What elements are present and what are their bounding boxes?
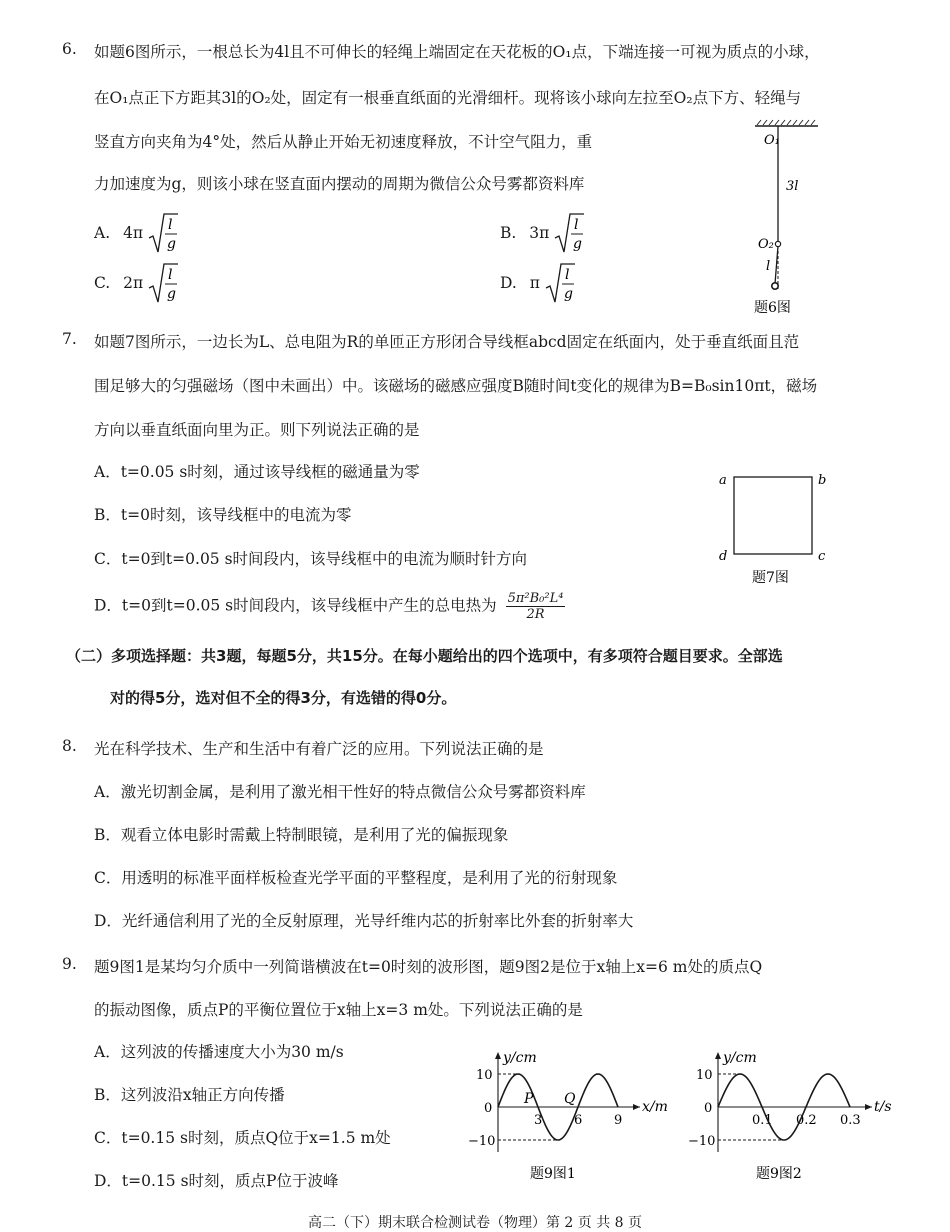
svg-text:题7图: 题7图 — [752, 570, 789, 586]
svg-text:3l: 3l — [786, 179, 799, 194]
chart-caption: 题9图1 — [530, 1166, 576, 1182]
q6-stem-line-1: 如题6图所示，一根总长为4l且不可伸长的轻绳上端固定在天花板的O₁点，下端连接一可视为质点的小球， — [94, 43, 820, 61]
svg-text:O₂: O₂ — [758, 237, 774, 252]
y-tick-label: 10 — [696, 1068, 713, 1083]
q9-figure-1-wave-chart — [458, 1036, 688, 1186]
q9-option-b[interactable]: B．这列波沿x轴正方向传播 — [94, 1086, 285, 1104]
q7-option-a[interactable]: A．t=0.05 s时刻，通过该导线框的磁通量为零 — [94, 463, 420, 481]
sqrt-l-over-g — [545, 262, 575, 306]
point-label-q: Q — [564, 1091, 576, 1107]
svg-text:l: l — [766, 259, 771, 274]
y-axis-arrow — [715, 1052, 721, 1059]
y-tick-label: 0 — [704, 1101, 713, 1116]
q8-option-b[interactable]: B．观看立体电影时需戴上特制眼镜，是利用了光的偏振现象 — [94, 826, 509, 844]
svg-text:l: l — [564, 267, 570, 283]
svg-text:b: b — [818, 473, 827, 488]
chart-caption: 题9图2 — [756, 1166, 802, 1182]
x-tick-label: 9 — [614, 1113, 623, 1128]
svg-text:题6图: 题6图 — [754, 300, 791, 316]
square-loop-abcd — [734, 477, 812, 554]
y-tick-label: −10 — [688, 1134, 716, 1149]
svg-text:g: g — [167, 286, 177, 302]
y-axis-arrow — [495, 1052, 501, 1059]
q7-option-c[interactable]: C．t=0到t=0.05 s时间段内，该导线框中的电流为顺时针方向 — [94, 550, 528, 568]
x-tick-label: 6 — [574, 1113, 583, 1128]
q7-option-d[interactable]: D．t=0到t=0.05 s时间段内，该导线框中产生的总电热为 $\frac{\text{5π²B₀²L⁴}}{2R}$ — [94, 591, 564, 622]
q7-square-loop-figure — [712, 466, 832, 590]
q9-option-a[interactable]: A．这列波的传播速度大小为30 m/s — [94, 1043, 344, 1061]
section-2-heading-line-2: 对的得5分，选对但不全的得3分，有选错的得0分。 — [110, 689, 457, 707]
svg-text:g: g — [167, 236, 177, 252]
x-tick-label: 0.2 — [796, 1113, 817, 1128]
y-tick-label: 0 — [484, 1101, 493, 1116]
q7-option-b[interactable]: B．t=0时刻，该导线框中的电流为零 — [94, 506, 352, 524]
q6-option-c[interactable]: C. 2π l g — [94, 262, 178, 306]
sqrt-l-over-g — [554, 212, 584, 256]
q6-pendulum-figure — [740, 118, 830, 318]
page-footer: 高二（下）期末联合检测试卷（物理）第 2 页 共 8 页 — [307, 1215, 643, 1231]
svg-text:l: l — [168, 217, 173, 233]
x-axis-label: t/s — [874, 1099, 892, 1115]
x-tick-label: 0.3 — [840, 1113, 861, 1128]
q9-option-d[interactable]: D．t=0.15 s时刻，质点P位于波峰 — [94, 1172, 339, 1190]
q7-stem-line-1: 如题7图所示，一边长为L、总电阻为R的单匝正方形闭合导线框abcd固定在纸面内，处于垂直纸面且范 — [94, 333, 800, 351]
svg-text:O₁: O₁ — [764, 133, 780, 148]
svg-text:d: d — [719, 549, 728, 564]
y-tick-label: −10 — [468, 1134, 496, 1149]
rod-o2 — [775, 241, 780, 246]
q8-option-a[interactable]: A．激光切割金属，是利用了激光相干性好的特点微信公众号雾都资料库 — [94, 783, 586, 801]
q6-number: 6. — [62, 40, 77, 58]
x-axis-arrow — [865, 1104, 872, 1110]
point-label-p: P — [524, 1091, 534, 1107]
q6-stem-line-3: 竖直方向夹角为4°处，然后从静止开始无初速度释放，不计空气阻力，重 — [94, 133, 593, 151]
q7-stem-line-3: 方向以垂直纸面向里为正。则下列说法正确的是 — [94, 421, 420, 439]
q7-d-fraction: $\frac{\text{5π²B₀²L⁴}}{2R}$ — [507, 591, 564, 622]
q8-stem: 光在科学技术、生产和生活中有着广泛的应用。下列说法正确的是 — [94, 740, 544, 758]
q7-stem-line-2: 围足够大的匀强磁场（图中未画出）中。该磁场的磁感应强度B随时间t变化的规律为B=B₀sin10πt，磁场 — [94, 377, 818, 395]
q8-option-d[interactable]: D．光纤通信利用了光的全反射原理，光导纤维内芯的折射率比外套的折射率大 — [94, 912, 634, 930]
q9-option-c[interactable]: C．t=0.15 s时刻，质点Q位于x=1.5 m处 — [94, 1129, 391, 1147]
svg-text:l: l — [168, 267, 173, 283]
ball — [772, 283, 778, 289]
q8-option-c[interactable]: C．用透明的标准平面样板检查光学平面的平整程度，是利用了光的衍射现象 — [94, 869, 618, 887]
q9-figure-2-vibration-chart — [680, 1036, 910, 1186]
q6-option-d[interactable]: D. π l g — [500, 262, 575, 306]
x-tick-label: 0.1 — [752, 1113, 773, 1128]
q9-number: 9. — [62, 955, 77, 973]
y-tick-label: 10 — [476, 1068, 493, 1083]
sqrt-l-over-g — [148, 212, 178, 256]
y-axis-label: y/cm — [503, 1050, 537, 1066]
sqrt-l-over-g — [148, 262, 178, 306]
svg-text:l: l — [574, 217, 579, 233]
x-tick-label: 3 — [534, 1113, 543, 1128]
section-2-heading-line-1: （二）多项选择题：共3题，每题5分，共15分。在每小题给出的四个选项中，有多项符合题目要求。全部选 — [66, 647, 783, 665]
q6-option-b[interactable]: B. 3π l g — [500, 212, 584, 256]
q9-stem-line-2: 的振动图像，质点P的平衡位置位于x轴上x=3 m处。下列说法正确的是 — [94, 1001, 583, 1019]
y-axis-label: y/cm — [723, 1050, 757, 1066]
q6-stem-line-2: 在O₁点正下方距其3l的O₂处，固定有一根垂直纸面的光滑细杆。现将该小球向左拉至O₂点下方、轻绳与 — [94, 89, 802, 107]
q6-option-a[interactable]: A. 4π l g — [94, 212, 178, 256]
x-axis-arrow — [633, 1104, 640, 1110]
svg-text:c: c — [818, 549, 826, 564]
svg-text:g: g — [563, 286, 573, 302]
q8-number: 8. — [62, 737, 77, 755]
q7-number: 7. — [62, 330, 77, 348]
svg-text:g: g — [573, 236, 583, 252]
q6-stem-line-4: 力加速度为g，则该小球在竖直面内摆动的周期为微信公众号雾都资料库 — [94, 175, 585, 193]
x-axis-label: x/m — [642, 1099, 668, 1115]
q9-stem-line-1: 题9图1是某均匀介质中一列简谐横波在t=0时刻的波形图，题9图2是位于x轴上x=6 m处的质点Q — [94, 958, 763, 976]
svg-text:a: a — [719, 473, 727, 488]
